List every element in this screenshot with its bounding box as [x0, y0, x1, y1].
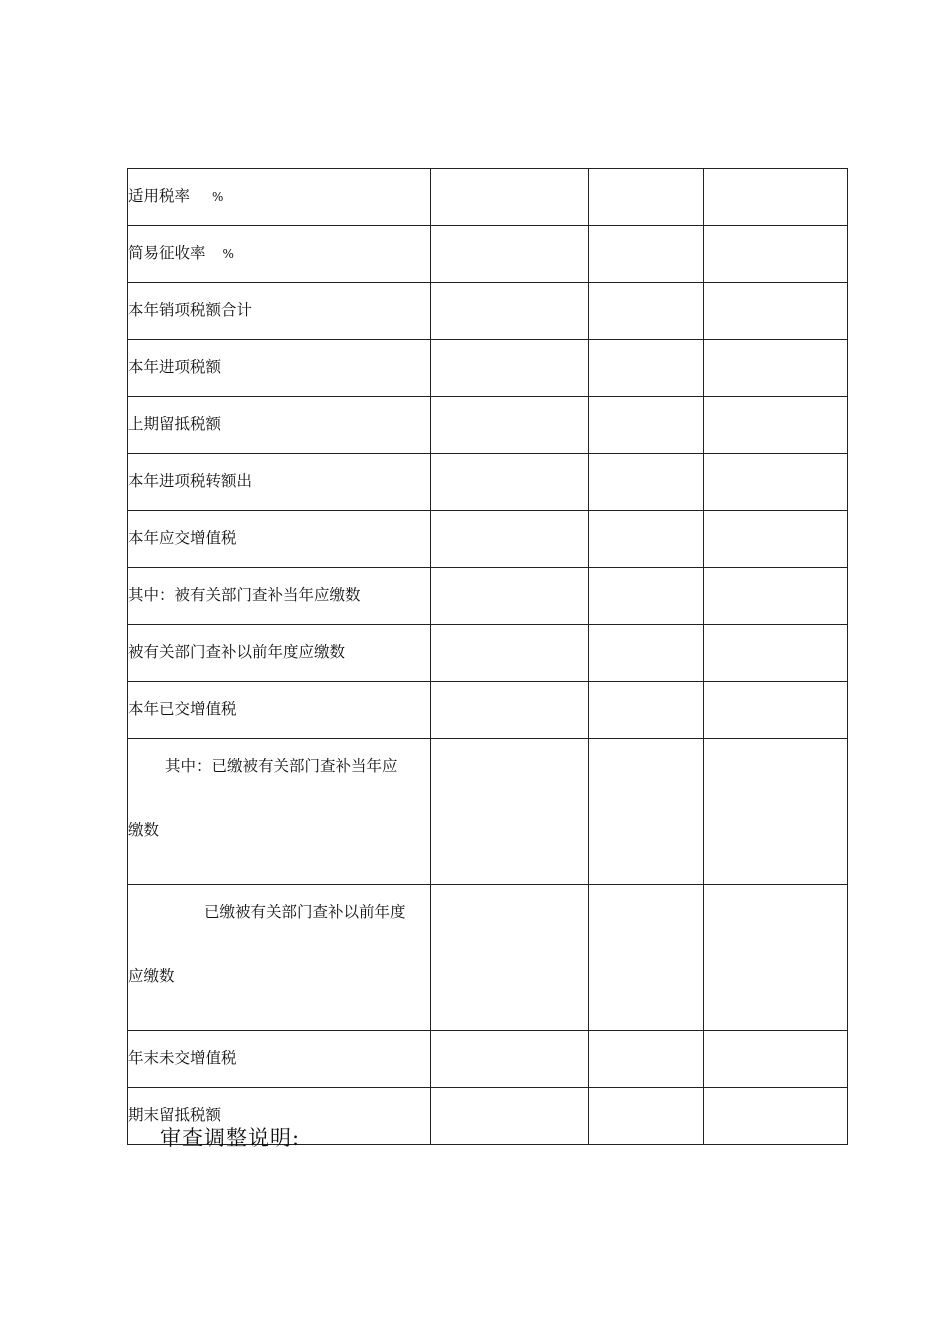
row-label: 上期留抵税额: [128, 397, 431, 454]
table-row: [128, 340, 848, 397]
value-cell[interactable]: [704, 283, 848, 340]
table-row: [128, 283, 848, 340]
vat-review-table: [127, 168, 848, 1145]
value-cell[interactable]: [704, 625, 848, 682]
value-cell[interactable]: [704, 1031, 848, 1088]
value-cell[interactable]: [589, 169, 704, 226]
percent-sign: %: [212, 190, 224, 205]
value-cell[interactable]: [431, 682, 589, 739]
row-label: [128, 885, 431, 1031]
value-cell[interactable]: [704, 568, 848, 625]
table-row: [128, 1031, 848, 1088]
row-label: 本年进项税额: [128, 340, 431, 397]
label-line-2: 缴数: [128, 820, 160, 839]
value-cell[interactable]: [431, 397, 589, 454]
value-cell[interactable]: [431, 568, 589, 625]
row-label: 本年应交增值税: [128, 511, 431, 568]
value-cell[interactable]: [704, 226, 848, 283]
value-cell[interactable]: [704, 511, 848, 568]
label-line-1: 已缴被有关部门查补以前年度: [204, 903, 406, 921]
value-cell[interactable]: [589, 511, 704, 568]
table-row: [128, 682, 848, 739]
table-row: [128, 739, 848, 885]
value-cell[interactable]: [589, 568, 704, 625]
percent-sign: %: [222, 247, 234, 262]
value-cell[interactable]: [589, 226, 704, 283]
row-label: 其中：被有关部门查补当年应缴数: [128, 568, 431, 625]
value-cell[interactable]: [589, 1088, 704, 1145]
value-cell[interactable]: [431, 340, 589, 397]
row-label: 本年进项税转额出: [128, 454, 431, 511]
row-label: 年末未交增值税: [128, 1031, 431, 1088]
row-label: 期末留抵税额: [128, 1088, 431, 1145]
value-cell[interactable]: [431, 1031, 589, 1088]
value-cell[interactable]: [431, 169, 589, 226]
label-text: 适用税率: [128, 187, 191, 206]
label-text: 简易征收率: [128, 244, 206, 263]
table-row: [128, 568, 848, 625]
table-row: [128, 885, 848, 1031]
table-row: [128, 511, 848, 568]
row-label: [128, 226, 431, 283]
value-cell[interactable]: [589, 682, 704, 739]
value-cell[interactable]: [589, 739, 704, 885]
value-cell[interactable]: [704, 340, 848, 397]
value-cell[interactable]: [704, 397, 848, 454]
value-cell[interactable]: [589, 397, 704, 454]
value-cell[interactable]: [431, 226, 589, 283]
value-cell[interactable]: [589, 454, 704, 511]
table-row: [128, 625, 848, 682]
row-label: 本年已交增值税: [128, 682, 431, 739]
label-line-1: 其中：已缴被有关部门查补当年应: [165, 757, 398, 775]
value-cell[interactable]: [704, 885, 848, 1031]
value-cell[interactable]: [431, 625, 589, 682]
value-cell[interactable]: [589, 340, 704, 397]
table-row: [128, 226, 848, 283]
value-cell[interactable]: [589, 885, 704, 1031]
value-cell[interactable]: [589, 1031, 704, 1088]
row-label: [128, 169, 431, 226]
row-label: 被有关部门查补以前年度应缴数: [128, 625, 431, 682]
value-cell[interactable]: [431, 885, 589, 1031]
value-cell[interactable]: [589, 283, 704, 340]
value-cell[interactable]: [704, 454, 848, 511]
value-cell[interactable]: [704, 169, 848, 226]
value-cell[interactable]: [589, 625, 704, 682]
value-cell[interactable]: [431, 511, 589, 568]
table-row: [128, 454, 848, 511]
value-cell[interactable]: [431, 283, 589, 340]
value-cell[interactable]: [704, 1088, 848, 1145]
table-row: [128, 397, 848, 454]
value-cell[interactable]: [431, 1088, 589, 1145]
label-line-2: 应缴数: [128, 966, 175, 985]
review-adjustment-note: 审查调整说明:: [160, 1126, 301, 1150]
value-cell[interactable]: [431, 454, 589, 511]
row-label: [128, 739, 431, 885]
table-row: [128, 169, 848, 226]
value-cell[interactable]: [704, 739, 848, 885]
value-cell[interactable]: [704, 682, 848, 739]
value-cell[interactable]: [431, 739, 589, 885]
row-label: 本年销项税额合计: [128, 283, 431, 340]
